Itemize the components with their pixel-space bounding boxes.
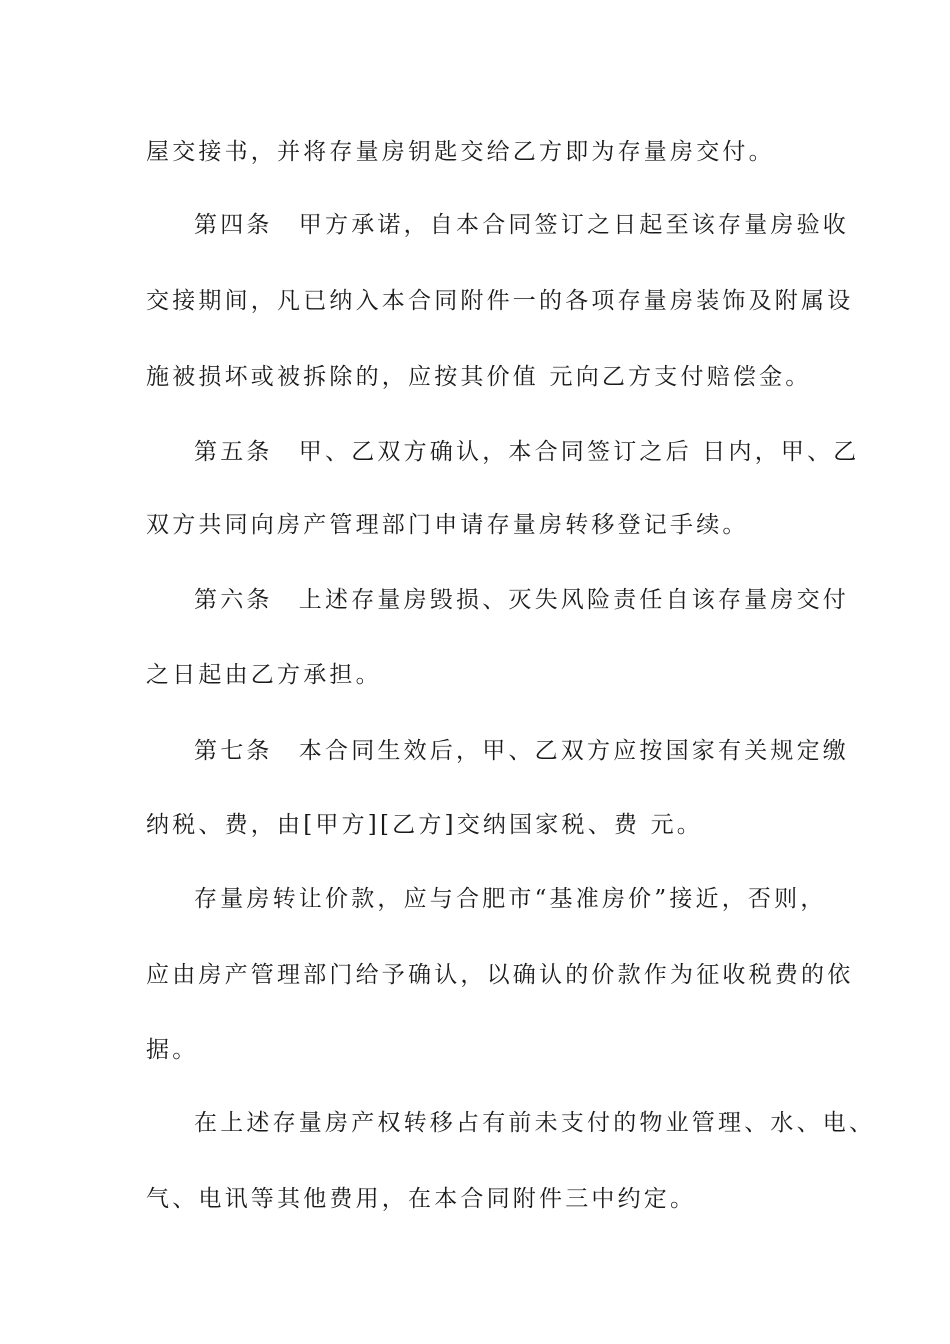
text-line: 双方共同向房产管理部门申请存量房转移登记手续。 xyxy=(146,512,749,538)
text-line: 应由房产管理部门给予确认，以确认的价款作为征收税费的依 xyxy=(146,962,854,988)
article-7-heading-line: 第七条 本合同生效后，甲、乙双方应按国家有关规定缴 xyxy=(194,738,849,764)
paragraph-line: 存量房转让价款，应与合肥市“基准房价”接近，否则， xyxy=(194,886,827,912)
text-line: 气、电讯等其他费用，在本合同附件三中约定。 xyxy=(146,1186,697,1212)
text-line: 之日起由乙方承担。 xyxy=(146,662,382,688)
article-6-heading-line: 第六条 上述存量房毁损、灭失风险责任自该存量房交付 xyxy=(194,587,849,613)
article-4-heading-line: 第四条 甲方承诺，自本合同签订之日起至该存量房验收 xyxy=(194,212,849,238)
text-line: 纳税、费，由[甲方][乙方]交纳国家税、费 元。 xyxy=(146,812,704,838)
text-line: 据。 xyxy=(146,1037,199,1063)
text-line: 施被损坏或被拆除的，应按其价值 元向乙方支付赔偿金。 xyxy=(146,364,812,390)
text-line: 屋交接书，并将存量房钥匙交给乙方即为存量房交付。 xyxy=(146,139,775,165)
paragraph-line: 在上述存量房产权转移占有前未支付的物业管理、水、电、 xyxy=(194,1110,876,1136)
article-5-heading-line: 第五条 甲、乙双方确认，本合同签订之后 日内，甲、乙 xyxy=(194,439,860,465)
text-line: 交接期间，凡已纳入本合同附件一的各项存量房装饰及附属设 xyxy=(146,288,854,314)
